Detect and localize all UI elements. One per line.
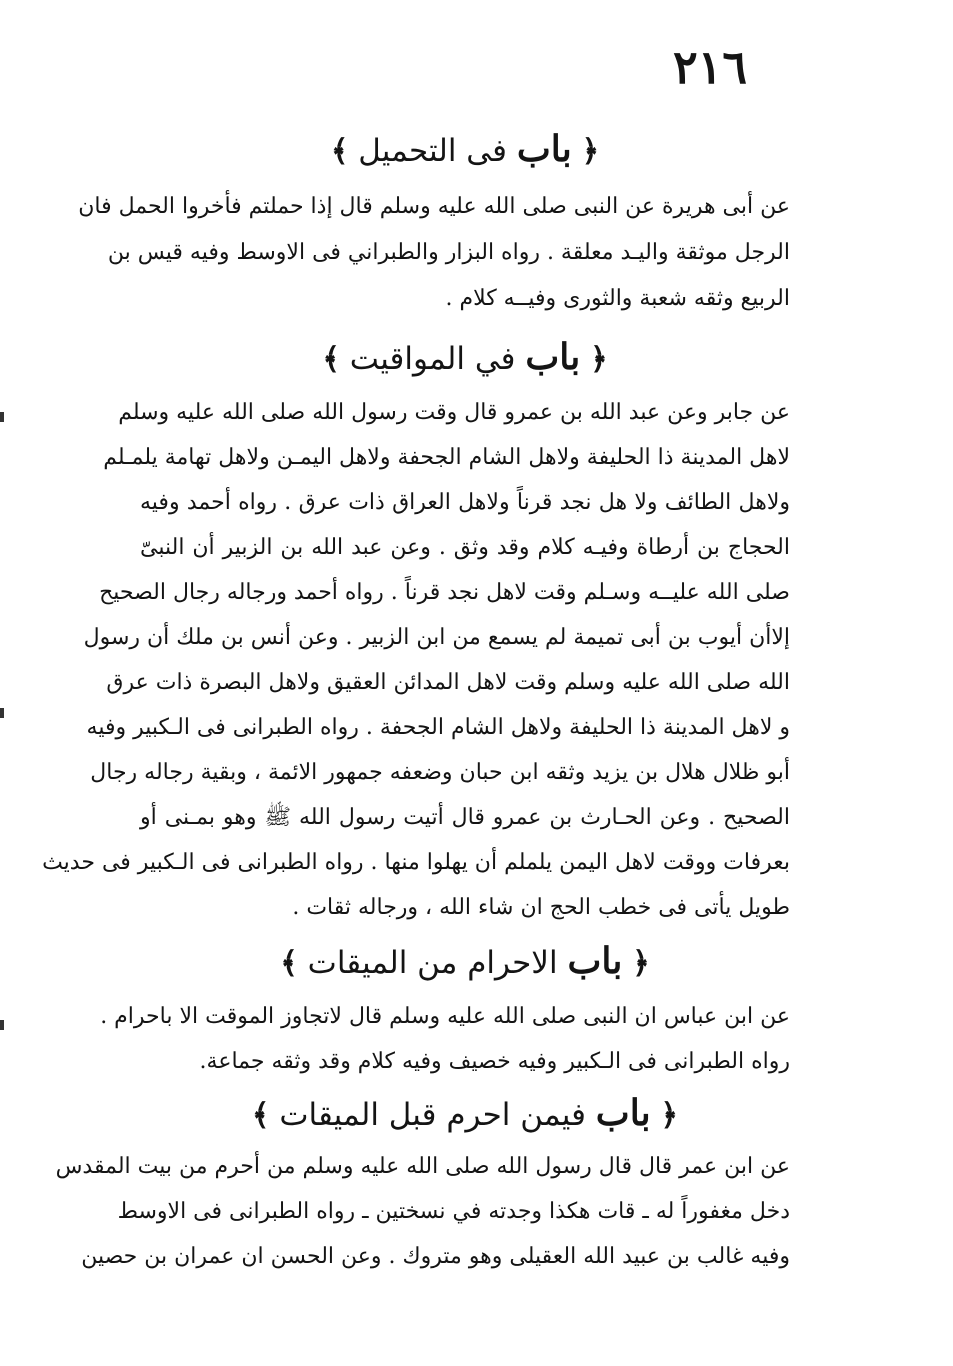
section-heading-qabl-miqat: [140, 1092, 790, 1134]
text-line: ولاهل الطائف ولا هل نجد قرناً ولاهل العراق ذات عرق . رواه أحمد وفيه: [140, 490, 790, 515]
text-line: صلى الله عليــه وسـلم وقت لاهل نجد قرناً . رواه أحمد ورجاله رجال الصحيح: [99, 580, 790, 605]
text-line: الحجاج بن أرطاة وفيـه كلام وقد وثق . وعن عبد الله بن الزبير أن النبىّ: [140, 535, 790, 560]
section-heading-ihram: [140, 940, 790, 982]
ornament-close: ﴾: [322, 342, 340, 377]
page-number: ٢١٦: [672, 40, 748, 94]
heading-bab: باب: [567, 940, 623, 982]
text-line: الرجل موثقة واليـد معلقة . رواه البزار والطبراني فى الاوسط وفيه قيس بن: [107, 240, 790, 265]
ornament-open: ﴿: [660, 1098, 679, 1133]
text-line: أبو ظلال هلال بن يزيد وثقه ابن حبان وضعفه جمهور الائمة ، وبقية رجاله رجال: [90, 760, 790, 785]
heading-title: الاحرام من الميقات: [307, 945, 558, 981]
ornament-open: ﴿: [590, 342, 608, 377]
heading-title: في المواقيت: [349, 341, 516, 377]
text-line: إلاأن أيوب بن أبى تميمة لم يسمع من ابن الزبير . وعن أنس بن ملك أن رسول: [83, 625, 790, 650]
heading-bab: باب: [595, 1092, 651, 1134]
text-line: عن أبى هريرة عن النبى صلى الله عليه وسلم قال إذا حملتم فأخروا الحمل فان: [78, 194, 790, 219]
heading-title: فيمن احرم قبل الميقات: [279, 1097, 586, 1133]
text-line: الصحيح . وعن الحـارث بن عمرو قال أتيت رسول الله ﷺ وهو بمـنى أو: [140, 805, 790, 830]
text-line: دخل مغفوراً له ـ قات هكذا وجدته في نسختين ـ رواه الطبرانى فى الاوسط: [117, 1199, 790, 1224]
text-line: عن جابر وعن عبد الله بن عمرو قال وقت رسول الله صلى الله عليه وسلم: [118, 400, 790, 425]
section-heading-tahmil: [140, 128, 790, 170]
heading-bab: باب: [525, 336, 581, 378]
text-line: عن ابن عباس ان النبى صلى الله عليه وسلم قال لاتجاوز الموقت الا باحرام .: [100, 1004, 790, 1029]
scan-mark: [0, 1020, 4, 1030]
section-heading-mawaqit: [140, 336, 790, 378]
ornament-close: ﴾: [330, 134, 349, 169]
scan-mark: [0, 708, 4, 718]
heading-bab: باب: [516, 128, 572, 170]
text-line: الله صلى الله عليه وسلم وقت لاهل المدائن العقيق ولاهل البصرة ذات عرق: [106, 670, 790, 695]
text-line: بعرفات ووقت لاهل اليمن يلملم أن يهلوا منها . رواه الطبرانى فى الـكبير فى حديث: [42, 850, 790, 875]
text-line: و لاهل المدينة ذا الحليفة ولاهل الشام الجحفة . رواه الطبرانى فى الـكبير وفيه: [86, 715, 790, 740]
text-line: الربيع وثقه شعبة والثورى وفيــه كلام .: [445, 286, 790, 311]
text-line: عن ابن عمر قال قال رسول الله صلى الله عليه وسلم من أحرم من بيت المقدس: [55, 1154, 790, 1179]
ornament-open: ﴿: [581, 134, 600, 169]
scan-mark: [0, 412, 4, 422]
text-line: لاهل المدينة ذا الحليفة ولاهل الشام الجحفة ولاهل اليمـن ولاهل تهامة يلمـلم: [103, 445, 790, 470]
text-line: وفيه غالب بن عبيد الله العقيلى وهو متروك . وعن الحسن ان عمران بن حصين: [81, 1244, 790, 1269]
ornament-close: ﴾: [251, 1098, 270, 1133]
text-line: رواه الطبرانى فى الـكبير وفيه خصيف وفيه كلام وقد وثقه جماعة.: [199, 1049, 790, 1074]
ornament-open: ﴿: [632, 946, 650, 981]
heading-title: فى التحميل: [358, 133, 507, 169]
ornament-close: ﴾: [280, 946, 298, 981]
text-line: طويل يأتى فى خطب الحج ان شاء الله ، ورجاله ثقات .: [292, 895, 790, 920]
